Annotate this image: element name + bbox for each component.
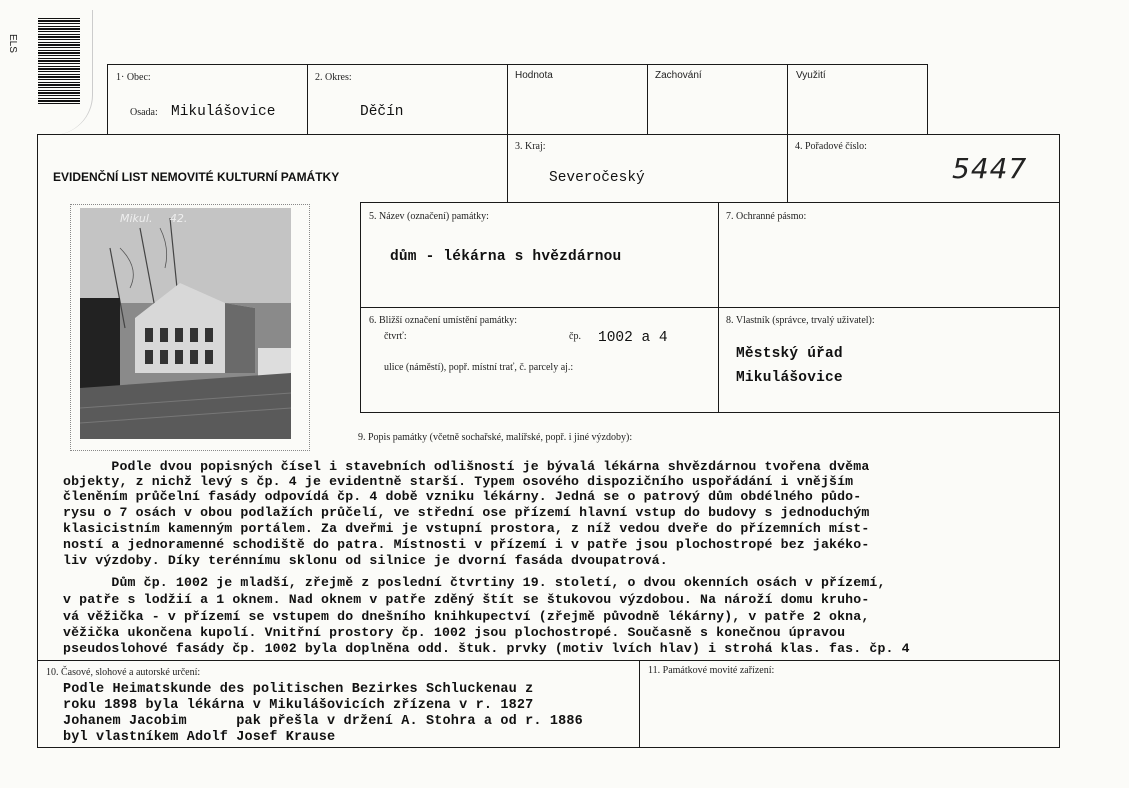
casove-line-3: Johanem Jacobim pak přešla v držení A. Stohra a od r. 1886 [63,714,583,729]
hdr-top-border [107,64,928,65]
cp-value: 1002 a 4 [598,330,668,346]
umisteni-label: 6. Bližší označení umístění památky: [369,315,518,326]
poradove-value: 5447 [952,152,1028,185]
popis-line-9: v patře s lodžií a 1 oknem. Nad oknem v patře zděný štít se štukovou výzdobou. Na nároží domu kruho- [63,592,870,607]
popis-line-2: objekty, z nichž levý s čp. 4 je evidentně starší. Typem osového dispozičního uspořádání i vnějším [63,474,854,489]
hdr-div1 [307,64,308,135]
photo-caption: Mikul. 42. [120,212,188,225]
cp-label: čp. [569,331,581,342]
popis-line-10: vá věžička - v přízemí se vstupem do dnešního knihkupectví (zřejmě původně lékárny), v patře 2 okna, [63,609,870,624]
okres-value: Děčín [360,104,404,120]
popis-line-3: členěním průčelní fasády odpovídá čp. 4 době vzniku lékárny. Jedná se o patrový dům obdélného půdo- [63,489,862,504]
paper-curl [30,10,93,135]
building-photo-svg [80,208,291,439]
vlastnik-line1: Městský úřad [736,346,843,362]
casove-line-4: byl vlastníkem Adolf Josef Krause [63,730,336,745]
popis-line-4: rysu o 7 osách v obou podlažích průčelí, ve střední ose přízemí hlavní vstup do budovy s jednoduchým [63,505,870,520]
row10-div [639,660,640,748]
barcode-code: ELS [7,34,18,53]
form-left-border [37,134,38,748]
hdr-right-border [927,64,928,135]
osada-value: Mikulášovice [171,104,276,120]
osada-label: Osada: [130,107,158,118]
hdr-left-border [107,64,108,135]
hodnota-label: Hodnota [515,70,553,81]
vlastnik-label: 8. Vlastník (správce, trvalý uživatel): [726,315,875,326]
hdr-div2 [507,64,508,135]
popis-line-8: Dům čp. 1002 je mladší, zřejmě z poslední čtvrtiny 19. století, o dvou okenních osách v přízemí, [63,575,886,590]
building-photo [80,208,291,439]
ulice-label: ulice (náměstí), popř. místní trať, č. parcely aj.: [384,362,574,373]
row10-top [37,660,1060,661]
hdr-div4 [787,64,788,135]
casove-line-2: roku 1898 byla lékárna v Mikulášovicích zřízena v r. 1827 [63,698,534,713]
ochranne-label: 7. Ochranné pásmo: [726,211,807,222]
form-bottom-border [37,747,1060,748]
form-title: EVIDENČNÍ LIST NEMOVITÉ KULTURNÍ PAMÁTKY [53,170,340,184]
vyuziti-label: Využití [796,70,826,81]
popis-line-5: klasicistním kamenným portálem. Za dveřmi je vstupní prostora, z níž vedou dveře do přízemních míst- [63,521,870,536]
row3-bottom [360,202,1060,203]
zachovani-label: Zachování [655,70,702,81]
popis-line-7: liv výzdoby. Díky terénnímu sklonu od silnice je dvorní fasáda dvoupatrová. [63,553,668,568]
popis-line-1: Podle dvou popisných čísel i stavebních odlišností je bývalá lékárna shvězdárnou tvořena dvěma [63,459,870,474]
popis-label: 9. Popis památky (včetně sochařské, malířské, popř. i jiné výzdoby): [358,432,633,443]
casove-label: 10. Časové, slohové a autorské určení: [46,667,201,678]
nazev-label: 5. Název (označení) památky: [369,211,489,222]
obec-label: 1· Obec: [116,72,151,83]
form-top-border [37,134,1060,135]
vlastnik-line2: Mikulášovice [736,370,843,386]
poradove-label: 4. Pořadové číslo: [795,141,867,152]
ctvrt-label: čtvrť: [384,331,407,342]
casove-line-1: Podle Heimatskunde des politischen Bezirkes Schluckenau z [63,682,534,697]
row5-bottom [360,307,1060,308]
popis-line-12: pseudoslohové fasády čp. 1002 byla doplněna odd. štuk. prvky (motiv lvích hlav) i strohá klas. fas. čp. 4 [63,641,910,656]
nazev-value: dům - lékárna s hvězdárnou [390,249,622,265]
popis-line-11: věžička ukončena kupolí. Vnitřní prostory čp. 1002 jsou plochostropé. Současně s konečnou úpravou [63,625,846,640]
hdr-div3 [647,64,648,135]
okres-label: 2. Okres: [315,72,352,83]
kraj-label: 3. Kraj: [515,141,546,152]
movite-label: 11. Památkové movité zařízení: [648,665,775,676]
kraj-value: Severočeský [549,170,645,186]
poradove-left [787,134,788,202]
form-right-border [1059,134,1060,748]
row6-bottom [360,412,1060,413]
popis-line-6: ností a jednoramenné schodiště do patra. Místnosti v přízemí i v patře jsou plochostropé bez jakéko- [63,537,870,552]
kraj-left [507,134,508,202]
